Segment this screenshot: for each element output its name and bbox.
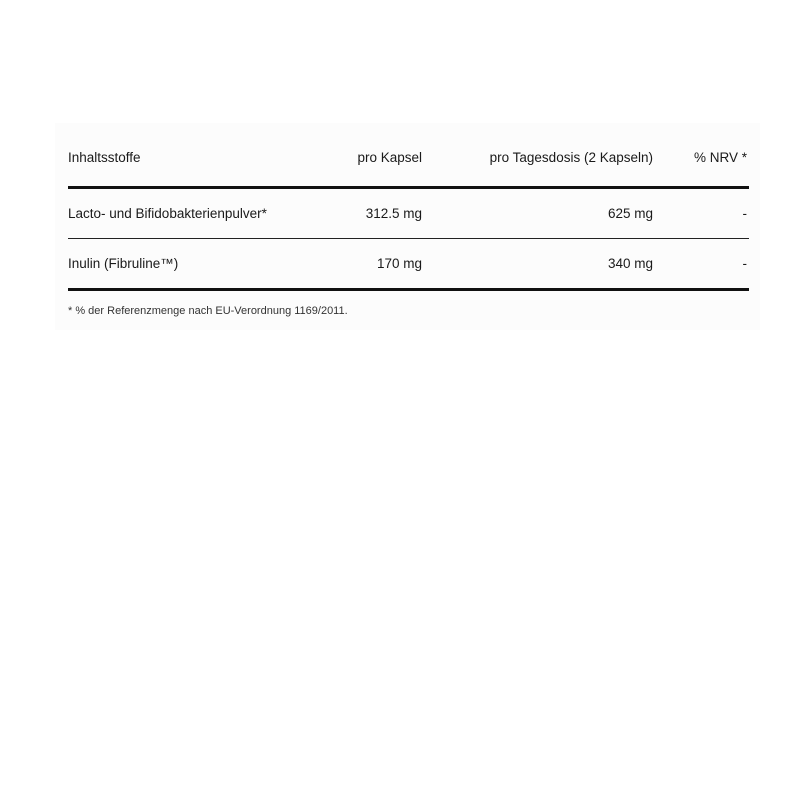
header-ingredient: Inhaltsstoffe [68, 150, 141, 165]
header-nrv: % NRV * [693, 150, 747, 165]
row-ingredient: Lacto- und Bifidobakterienpulver* [68, 206, 267, 221]
row-nrv: - [742, 206, 747, 221]
table-bottom-divider [68, 288, 749, 291]
row-per-capsule: 312.5 mg [365, 206, 422, 221]
header-per-capsule: pro Kapsel [357, 150, 422, 165]
row-ingredient: Inulin (Fibruline™) [68, 256, 179, 271]
footnote: * % der Referenzmenge nach EU-Verordnung 1169/2011. [68, 305, 348, 317]
row-nrv: - [742, 256, 747, 271]
ingredients-table [68, 130, 749, 291]
header-per-daily-dose: pro Tagesdosis (2 Kapseln) [489, 150, 653, 165]
table-header-row [68, 130, 749, 186]
row-per-daily-dose: 340 mg [607, 256, 653, 271]
table-row [68, 189, 749, 238]
row-per-daily-dose: 625 mg [607, 206, 653, 221]
table-row [68, 239, 749, 288]
row-per-capsule: 170 mg [376, 256, 422, 271]
